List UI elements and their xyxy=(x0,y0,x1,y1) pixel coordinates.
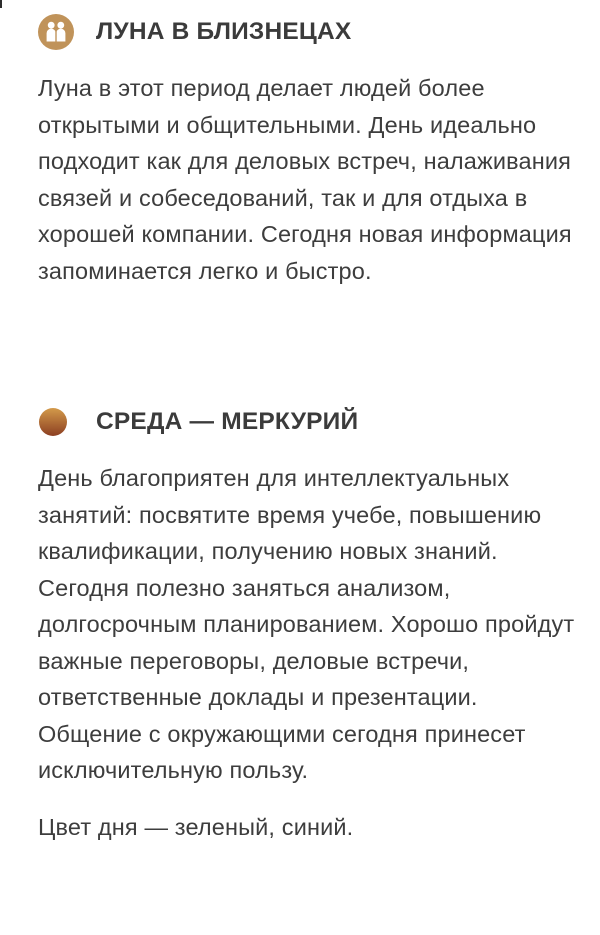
moon-section-text: Луна в этот период делает людей более открытыми и общительными. День идеально подходит как для деловых встреч, налаживания связей и собеседований, так и для отдыха в хорошей компании. Сегодня новая информация запоминается легко и быстро. xyxy=(38,75,572,284)
moon-section-title: ЛУНА В БЛИЗНЕЦАХ xyxy=(96,18,352,45)
wednesday-mercury-section xyxy=(38,404,582,845)
mercury-section-text: День благоприятен для интеллектуальных занятий: посвятите время учебе, повышению квалификации, получению новых знаний. Сегодня полезно заняться анализом, долгосрочным планированием. Хорошо пройдут важные переговоры, деловые встречи, ответственные доклады и презентации. Общение с окружающими сегодня принесет исключительную пользу. xyxy=(38,465,575,783)
mercury-section-heading xyxy=(38,404,582,440)
mercury-planet-icon xyxy=(38,404,74,440)
color-of-day-text: Цвет дня — зеленый, синий. xyxy=(38,813,354,840)
moon-in-gemini-section xyxy=(38,14,582,289)
gemini-twins-icon xyxy=(38,14,74,50)
corner-mark xyxy=(0,0,2,8)
moon-section-heading xyxy=(38,14,582,50)
mercury-section-title: СРЕДА — МЕРКУРИЙ xyxy=(96,408,359,435)
